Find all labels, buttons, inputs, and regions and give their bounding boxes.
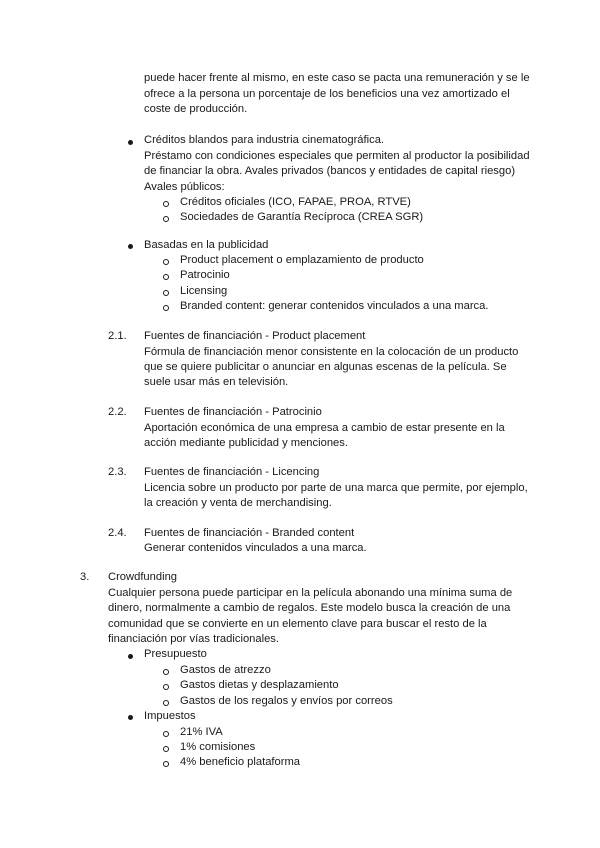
list-item-title: Impuestos <box>144 710 196 722</box>
section-title: Fuentes de financiación - Branded content <box>144 527 355 539</box>
section-title: Fuentes de financiación - Product placement <box>144 330 366 342</box>
circle-bullet-icon <box>163 259 169 265</box>
circle-bullet-icon <box>163 290 169 296</box>
list-item-title: Presupuesto <box>144 648 207 660</box>
circle-bullet-icon <box>163 305 169 311</box>
sub-list-item: Branded content: generar contenidos vinculados a una marca. <box>180 300 489 312</box>
circle-bullet-icon <box>163 216 169 222</box>
section-number: 3. <box>80 571 90 583</box>
sub-list-item: Sociedades de Garantía Recíproca (CREA SGR) <box>180 211 424 223</box>
section-number: 2.3. <box>108 466 127 478</box>
paragraph-line: Fórmula de financiación menor consistente en la colocación de un producto <box>144 346 519 358</box>
bullet-icon <box>128 140 133 145</box>
sub-list-item: Gastos de atrezzo <box>180 664 271 676</box>
section-number: 2.1. <box>108 330 127 342</box>
paragraph-line: Licencia sobre un producto por parte de una marca que permite, por ejemplo, <box>144 482 528 494</box>
circle-bullet-icon <box>163 684 169 690</box>
sub-list-item: Product placement o emplazamiento de producto <box>180 254 424 266</box>
sub-list-item: 4% beneficio plataforma <box>180 756 301 768</box>
circle-bullet-icon <box>163 761 169 767</box>
paragraph-line: Generar contenidos vinculados a una marca. <box>144 542 367 554</box>
section-title: Fuentes de financiación - Patrocinio <box>144 406 322 418</box>
paragraph-line: acción mediante publicidad y menciones. <box>144 437 348 449</box>
circle-bullet-icon <box>163 700 169 706</box>
paragraph-line: la creación y venta de merchandising. <box>144 497 332 509</box>
paragraph-line: ofrece a la persona un porcentaje de los beneficios una vez amortizado el <box>144 88 510 100</box>
section-number: 2.2. <box>108 406 127 418</box>
paragraph-line: Préstamo con condiciones especiales que permiten al productor la posibilidad <box>144 150 530 162</box>
list-item-title: Basadas en la publicidad <box>144 239 269 251</box>
sub-list-item: Gastos de los regalos y envíos por correos <box>180 695 393 707</box>
sub-list-item: 1% comisiones <box>180 741 256 753</box>
sub-list-item: 21% IVA <box>180 726 223 738</box>
bullet-icon <box>128 654 133 659</box>
sub-list-item: Licensing <box>180 285 228 297</box>
paragraph-line: Cualquier persona puede participar en la película abonando una mínima suma de <box>108 587 513 599</box>
paragraph-line: comunidad que se convierte en un elemento clave para buscar el resto de la <box>108 618 487 630</box>
paragraph-line: Avales públicos: <box>144 181 225 193</box>
paragraph-line: que se quiere publicitar o anunciar en algunas escenas de la película. Se <box>144 361 507 373</box>
circle-bullet-icon <box>163 746 169 752</box>
section-number: 2.4. <box>108 527 127 539</box>
paragraph-line: suele usar más en televisión. <box>144 376 289 388</box>
paragraph-line: coste de producción. <box>144 103 248 115</box>
circle-bullet-icon <box>163 274 169 280</box>
sub-list-item: Gastos dietas y desplazamiento <box>180 679 339 691</box>
circle-bullet-icon <box>163 201 169 207</box>
paragraph-line: puede hacer frente al mismo, en este caso se pacta una remuneración y se le <box>144 72 530 84</box>
paragraph-line: de financiar la obra. Avales privados (bancos y entidades de capital riesgo) <box>144 165 516 177</box>
list-item-title: Créditos blandos para industria cinematográfica. <box>144 134 385 146</box>
sub-list-item: Patrocinio <box>180 269 230 281</box>
sub-list-item: Créditos oficiales (ICO, FAPAE, PROA, RTVE) <box>180 196 411 208</box>
section-title: Crowdfunding <box>108 571 178 583</box>
section-title: Fuentes de financiación - Licencing <box>144 466 320 478</box>
paragraph-line: Aportación económica de una empresa a cambio de estar presente en la <box>144 422 505 434</box>
bullet-icon <box>128 715 133 720</box>
bullet-icon <box>128 244 133 249</box>
circle-bullet-icon <box>163 669 169 675</box>
paragraph-line: financiación por vías tradicionales. <box>108 633 280 645</box>
paragraph-line: dinero, normalmente a cambio de regalos. Este modelo busca la creación de una <box>108 602 511 614</box>
circle-bullet-icon <box>163 731 169 737</box>
